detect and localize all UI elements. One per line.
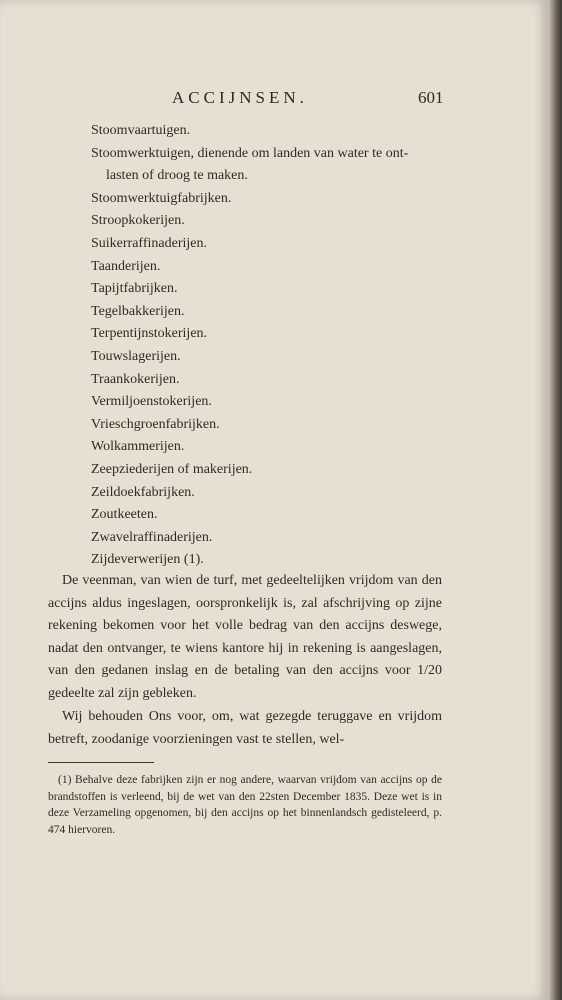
list-item-line: lasten of droog te maken. — [106, 168, 248, 184]
list-item: Zeildoekfabrijken. — [91, 484, 195, 500]
page-number: 601 — [418, 88, 444, 107]
list-item: Zwavelraffinaderijen. — [91, 529, 213, 545]
list-item: Taanderijen. — [91, 258, 161, 274]
list-item: Traankokerijen. — [91, 371, 180, 387]
list-item: Vrieschgroenfabrijken. — [91, 416, 220, 432]
list-item: Stroopkokerijen. — [91, 213, 185, 229]
running-title: ACCIJNSEN. — [172, 88, 308, 107]
list-item-line: Stoomwerktuigen, dienende om landen van water te ont- — [91, 145, 409, 161]
list-item: Stoomwerktuigfabrijken. — [91, 190, 232, 206]
list-item: Touwslagerijen. — [91, 348, 181, 364]
list-item: Zijdeverwerijen (1). — [91, 552, 204, 568]
list-item: Terpentijnstokerijen. — [91, 326, 208, 342]
list-item: Tapijtfabrijken. — [91, 281, 178, 297]
list-item: Zoutkeeten. — [91, 507, 158, 523]
page-header — [0, 88, 548, 112]
footnote: (1) Behalve deze fabrijken zijn er nog andere, waarvan vrijdom van accijns op de brandstoffen is verleend, bij de wet van den 22sten December 1835. Deze wet is in deze Verzameling opgenomen, bij den accijns op het binnenlandsch gedisteleerd, p. 474 hiervoren. — [48, 774, 442, 836]
body-paragraph: Wij behouden Ons voor, om, wat gezegde teruggave en vrijdom betreft, zoodanige voorzieningen vast te stellen, wel- — [48, 709, 442, 747]
body-paragraph: De veenman, van wien de turf, met gedeeltelijken vrijdom van den accijns aldus ingeslagen, oorspronkelijk is, zal afschrijving op zijne rekening bekomen voor het volle bedrag van den accijns deswege, nadat den ontvanger, te wiens kantore hij in rekening is aangeslagen, van den gedanen inslag en de betaling van den accijns voor 1/20 gedeelte zal zijn gebleken. — [48, 573, 442, 701]
list-item: Wolkammerijen. — [91, 439, 185, 455]
list-item: Zeepziederijen of makerijen. — [91, 461, 253, 477]
industry-list — [91, 120, 451, 572]
list-item: Stoomvaartuigen. — [91, 123, 191, 138]
list-item: Tegelbakkerijen. — [91, 303, 185, 319]
list-item: Vermiljoenstokerijen. — [91, 394, 212, 410]
list-item — [91, 143, 451, 188]
list-item: Suikerraffinaderijen. — [91, 235, 207, 251]
page-edge — [548, 0, 562, 1000]
footnote-rule — [48, 762, 154, 763]
